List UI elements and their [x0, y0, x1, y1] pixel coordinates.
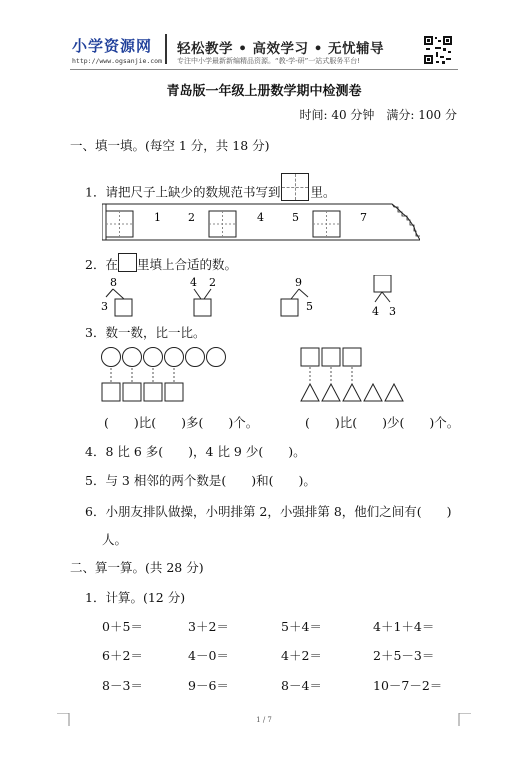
- bond-top: 8: [110, 276, 117, 289]
- squares-row: [102, 383, 183, 401]
- answer-box[interactable]: [115, 299, 132, 316]
- q3-right-caption: ( )比( )少( )个。: [305, 415, 460, 430]
- q3-left-caption: ( )比( )多( )个。: [104, 415, 259, 430]
- answer-box[interactable]: [281, 299, 298, 316]
- section1-heading: 一、填一填。(每空 1 分，共 18 分): [70, 138, 270, 153]
- bond-top: 9: [295, 276, 302, 289]
- qr-code-icon: [424, 36, 452, 64]
- question-2-1: 1．计算。(12 分): [85, 590, 186, 605]
- bond-left: 4: [372, 305, 379, 318]
- ruler-figure: [102, 203, 420, 243]
- header-divider: [165, 34, 167, 64]
- answer-box[interactable]: [374, 275, 391, 292]
- q2-suffix: 里填上合适的数。: [136, 257, 237, 272]
- question-3: 3．数一数，比一比。: [85, 325, 206, 340]
- ruler-number: 1: [154, 211, 161, 224]
- header-rule: [70, 69, 458, 70]
- q2-prefix: 2．在: [85, 257, 118, 272]
- ruler-number: 4: [257, 211, 264, 224]
- calc-item: 3＋2＝: [188, 619, 229, 634]
- calc-item: 6＋2＝: [102, 648, 143, 663]
- page-number: 1 / 7: [256, 716, 272, 724]
- calc-item: 4－0＝: [188, 648, 229, 663]
- calc-item: 4＋1＋4＝: [373, 619, 435, 634]
- answer-box[interactable]: [281, 173, 309, 201]
- squares-row-right: [301, 348, 361, 366]
- question-5: 5．与 3 相邻的两个数是( )和( )。: [85, 473, 316, 488]
- calc-item: 10－7－2＝: [373, 678, 443, 693]
- number-bond-figures: [98, 275, 418, 321]
- question-2: [85, 255, 237, 275]
- bond-left: 3: [101, 300, 108, 313]
- calc-item: 0＋5＝: [102, 619, 143, 634]
- section2-heading: 二、算一算。(共 28 分): [70, 560, 204, 575]
- calc-item: 2＋5－3＝: [373, 648, 435, 663]
- exam-meta: 时间: 40 分钟 满分: 100 分: [299, 108, 457, 122]
- ruler-number: 7: [360, 211, 367, 224]
- calc-item: 4＋2＝: [281, 648, 322, 663]
- bond-left: 4: [190, 276, 197, 289]
- question-6: 6．小朋友排队做操，小明排第 2，小强排第 8，他们之间有( ): [85, 504, 452, 519]
- circles-row: [102, 348, 226, 367]
- site-url: http://www.ogsanjie.com: [72, 57, 163, 65]
- page-title: 青岛版一年级上册数学期中检测卷: [166, 84, 362, 99]
- triangles-row: [301, 384, 403, 401]
- question-4: 4．8 比 6 多( )，4 比 9 少( )。: [85, 444, 306, 459]
- bond-right: 2: [209, 276, 216, 289]
- calc-item: 5＋4＝: [281, 619, 322, 634]
- header-subtitle: 专注中小学最新新编精品资源。“教-学-研”一站式服务平台!: [177, 57, 361, 65]
- calc-item: 9－6＝: [188, 678, 229, 693]
- ruler-number: 2: [188, 211, 195, 224]
- calc-item: 8－4＝: [281, 678, 322, 693]
- q1-prefix: 1．请把尺子上缺少的数规范书写到: [85, 184, 281, 200]
- bond-right: 3: [389, 305, 396, 318]
- answer-box[interactable]: [118, 253, 137, 272]
- calc-item: 8－3＝: [102, 678, 143, 693]
- ruler-number: 5: [292, 211, 299, 224]
- counting-figures: [100, 346, 410, 404]
- header-slogan: 轻松教学 • 高效学习 • 无忧辅导: [177, 41, 385, 57]
- bond-right: 5: [306, 300, 313, 313]
- q1-suffix: 里。: [310, 184, 336, 200]
- site-logo: 小学资源网: [72, 37, 153, 55]
- question-6-cont: 人。: [102, 532, 128, 547]
- answer-box[interactable]: [194, 299, 211, 316]
